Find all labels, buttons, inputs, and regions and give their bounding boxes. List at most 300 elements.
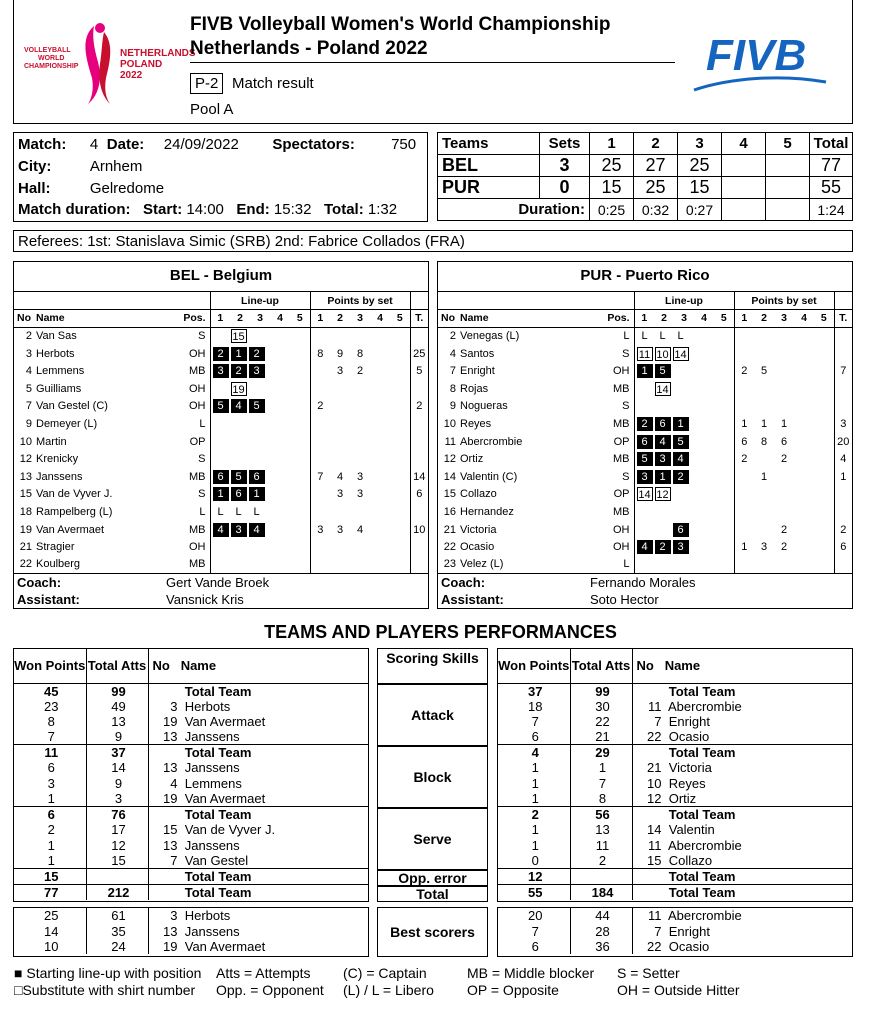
player-number: 16 [443, 505, 456, 518]
player-total [834, 327, 852, 345]
set-score [722, 155, 766, 177]
total-atts: 30 [570, 699, 632, 714]
player-position: OH [189, 382, 206, 395]
player-name: Victoria [460, 523, 497, 536]
perf-right-box [497, 648, 853, 902]
won-points: 1 [14, 791, 86, 807]
lineup-cell: L [659, 330, 666, 343]
player-number: 9 [449, 400, 456, 413]
player-number: 23 [443, 558, 456, 571]
set-points [794, 556, 814, 574]
set-points: 3 [336, 488, 344, 501]
lineup-cell: L [253, 505, 260, 518]
player-name: Rampelberg (L) [36, 505, 113, 518]
set-duration [722, 199, 766, 221]
lineup-cell [231, 540, 247, 554]
player-position: OH [613, 523, 630, 536]
team-roster-bel [13, 261, 429, 609]
player-name: Ocasio [460, 541, 495, 554]
player-name: Total Team [184, 884, 252, 900]
points-header: Points by set [310, 292, 410, 310]
total-atts: 13 [570, 822, 632, 837]
player-name: Collazo [460, 488, 497, 501]
perf-row [498, 683, 852, 699]
won-points: 0 [498, 853, 570, 869]
perf-row [14, 807, 368, 823]
perf-row [498, 714, 852, 729]
lineup-cell: 2 [673, 470, 689, 484]
set-points: 2 [310, 398, 330, 416]
perf-row [14, 683, 368, 699]
lineup-cell [249, 329, 265, 343]
set-header: 5 [390, 310, 410, 328]
lineup-cell [231, 557, 247, 571]
coach-name: Gert Vande Broek [166, 574, 428, 592]
total-atts: 11 [570, 837, 632, 852]
player-position: S [622, 347, 630, 360]
score-header: 1 [590, 133, 634, 155]
player-position: MB [613, 382, 630, 395]
score-row-bel [438, 155, 853, 177]
player-name: Total Team [668, 868, 736, 884]
lineup-cell: 6 [637, 435, 653, 449]
lineup-cell [249, 452, 265, 466]
player-name: Total Team [668, 683, 736, 699]
player-name: Van Sas [36, 330, 77, 343]
set-points [814, 433, 834, 451]
legend-starting [14, 965, 201, 981]
player-name: Reyes [460, 417, 492, 430]
points-header: Points by set [734, 292, 834, 310]
won-points: 55 [498, 884, 570, 900]
player-name: Van Avermaet [36, 523, 105, 536]
perf-row [14, 760, 368, 775]
skill-serve: Serve [377, 808, 488, 870]
lineup-cell [213, 417, 229, 431]
score-row-pur [438, 177, 853, 199]
set-duration [766, 199, 810, 221]
set-points: 8 [760, 435, 768, 448]
player-number: 11 [648, 837, 662, 853]
perf-row [498, 699, 852, 714]
set-points [774, 468, 794, 486]
player-position: S [622, 400, 630, 413]
player-position: MB [189, 523, 206, 536]
date-label: Date: [106, 135, 145, 153]
player-name: Janssens [184, 729, 240, 745]
player-number: 12 [19, 453, 32, 466]
set-points: 3 [760, 541, 768, 554]
perf-row [14, 714, 368, 729]
set-points [390, 503, 410, 521]
set-points [350, 503, 370, 521]
set-points [814, 398, 834, 416]
total-atts: 184 [570, 884, 632, 900]
set-points: 3 [336, 365, 344, 378]
set-points [330, 415, 350, 433]
player-row [14, 503, 428, 521]
player-row [14, 327, 428, 345]
player-name: Van Avermaet [184, 791, 266, 807]
set-score: 27 [634, 155, 678, 177]
set-points [350, 433, 370, 451]
performance-title: TEAMS AND PLAYERS PERFORMANCES [264, 622, 617, 642]
player-name: Total Team [668, 884, 736, 900]
lineup-header: Line-up [210, 292, 310, 310]
won-points: 1 [14, 853, 86, 869]
player-name: Abercrombie [668, 698, 742, 714]
lineup-cell: 1 [673, 417, 689, 431]
set-points: 2 [356, 365, 364, 378]
set-points [310, 362, 330, 380]
total-atts: 21 [570, 729, 632, 745]
set-points [390, 538, 410, 556]
player-number: 21 [19, 541, 32, 554]
lineup-header: Line-up [634, 292, 734, 310]
player-row [438, 538, 852, 556]
set-points [814, 468, 834, 486]
set-points: 2 [780, 453, 788, 466]
perf-row [498, 868, 852, 884]
team-code: PUR [438, 177, 540, 199]
player-name: Herbots [36, 347, 75, 360]
player-number: 13 [163, 729, 178, 745]
set-points [390, 398, 410, 416]
player-name: Janssens [36, 470, 83, 483]
player-position: MB [613, 505, 630, 518]
set-points [814, 415, 834, 433]
player-position: OH [613, 365, 630, 378]
legend-substitute [14, 982, 195, 998]
perf-row [498, 776, 852, 791]
hall-label: Hall: [18, 179, 51, 197]
player-name: Santos [460, 347, 495, 360]
team-code: BEL [438, 155, 540, 177]
set-points [370, 415, 390, 433]
perf-row [498, 760, 852, 775]
player-name: Hernandez [460, 505, 514, 518]
legend-text: OH = Outside Hitter [617, 982, 740, 998]
player-number: 10 [443, 417, 456, 430]
lineup-cell [637, 382, 653, 396]
set-points [814, 503, 834, 521]
player-name: Lemmens [184, 775, 242, 791]
set-points: 8 [310, 345, 330, 363]
lineup-cell [213, 329, 229, 343]
player-total: 25 [410, 345, 428, 363]
player-number: 22 [647, 729, 662, 745]
svg-text:2022: 2022 [120, 70, 143, 81]
player-name: Enright [668, 923, 710, 939]
set-points [774, 556, 794, 574]
player-name: Demeyer (L) [36, 417, 98, 430]
won-points: 1 [14, 837, 86, 852]
won-points: 3 [14, 776, 86, 791]
set-points [370, 556, 390, 574]
set-points [330, 398, 350, 416]
player-name: Enright [668, 714, 710, 730]
lineup-cell [673, 399, 689, 413]
set-points [794, 433, 814, 451]
player-number: 15 [647, 852, 662, 868]
lineup-cell: 3 [637, 470, 653, 484]
total-atts: 1 [570, 760, 632, 775]
set-points [794, 327, 814, 345]
player-name: Martin [36, 435, 67, 448]
set-header: 4 [694, 310, 714, 328]
set-points: 6 [734, 433, 754, 451]
set-points [814, 345, 834, 363]
total-atts: 76 [86, 807, 148, 823]
assistant-name: Vansnick Kris [166, 592, 244, 608]
set-points [754, 521, 774, 539]
total-atts: 35 [86, 923, 148, 938]
perf-row [14, 822, 368, 837]
total-points: 77 [810, 155, 853, 177]
best-left-table [14, 908, 368, 954]
set-points [330, 433, 350, 451]
set-points [734, 486, 754, 504]
best-scorer-row [14, 923, 368, 938]
set-points [390, 521, 410, 539]
assistant-name: Soto Hector [590, 592, 659, 608]
player-name: Van de Vyver J. [36, 488, 113, 501]
set-points [754, 503, 774, 521]
player-name: Enright [460, 365, 495, 378]
set-header: 4 [270, 310, 290, 328]
set-header: 5 [814, 310, 834, 328]
player-number: 19 [163, 938, 178, 954]
perf-right-table [498, 649, 852, 900]
set-points [794, 521, 814, 539]
team-title: PUR - Puerto Rico [438, 262, 852, 292]
svg-text:CHAMPIONSHIP: CHAMPIONSHIP [24, 63, 79, 70]
won-points: 14 [14, 923, 86, 938]
lineup-cell [231, 452, 247, 466]
set-points [350, 398, 370, 416]
lineup-cell: 14 [674, 348, 687, 361]
won-points: 1 [498, 837, 570, 852]
player-name: Abercrombie [668, 837, 742, 853]
no-header: No [14, 310, 36, 328]
perf-row [498, 807, 852, 823]
total-atts: 15 [86, 853, 148, 869]
player-number: 22 [647, 938, 662, 954]
set-points [390, 468, 410, 486]
set-points [350, 415, 370, 433]
set-duration: 0:25 [590, 199, 634, 221]
svg-text:NETHERLANDS: NETHERLANDS [120, 48, 196, 59]
player-row [438, 486, 852, 504]
total-atts: 99 [570, 683, 632, 699]
lineup-cell: 1 [213, 487, 229, 501]
sets-won: 0 [540, 177, 590, 199]
total-atts: 3 [86, 791, 148, 807]
lineup-cell: 2 [637, 417, 653, 431]
set-points: 2 [780, 523, 788, 536]
set-points [794, 345, 814, 363]
set-score: 15 [590, 177, 634, 199]
player-number: 12 [647, 791, 662, 807]
lineup-cell: 3 [673, 540, 689, 554]
total-atts: 17 [86, 822, 148, 837]
lineup-cell [213, 557, 229, 571]
player-name: Herbots [184, 908, 231, 924]
set-points [310, 503, 330, 521]
set-points [370, 362, 390, 380]
lineup-cell: L [677, 330, 684, 343]
score-header: Teams [438, 133, 540, 155]
player-row [438, 521, 852, 539]
lineup-cell: 4 [655, 435, 671, 449]
score-table [437, 132, 853, 221]
perf-row [14, 853, 368, 869]
total-atts: 37 [86, 745, 148, 761]
set-points [370, 521, 390, 539]
assistant-label: Assistant: [441, 592, 504, 608]
won-points: 6 [498, 939, 570, 954]
player-name: Total Team [184, 745, 252, 761]
player-number: 7 [25, 400, 32, 413]
set-points: 2 [780, 541, 788, 554]
best-scorer-row [498, 908, 852, 923]
player-number: 22 [19, 558, 32, 571]
player-position: OP [613, 435, 630, 448]
lineup-cell [637, 523, 653, 537]
set-points [754, 327, 774, 345]
player-name: Ocasio [668, 729, 710, 745]
match-number: 4 [89, 135, 99, 153]
player-number: 2 [25, 330, 32, 343]
score-header: 3 [678, 133, 722, 155]
player-row [438, 433, 852, 451]
player-number: 4 [170, 775, 178, 791]
player-name: Velez (L) [460, 558, 504, 571]
player-number: 4 [449, 347, 456, 360]
set-points [754, 380, 774, 398]
score-header-row [438, 133, 853, 155]
set-points [330, 538, 350, 556]
lineup-cell [249, 540, 265, 554]
set-points [754, 556, 774, 574]
player-number: 22 [443, 541, 456, 554]
set-header: 4 [370, 310, 390, 328]
total-atts [570, 868, 632, 884]
lineup-cell: L [217, 505, 224, 518]
set-header: 1 [310, 310, 330, 328]
player-total [834, 380, 852, 398]
player-row [14, 398, 428, 416]
player-number: 14 [647, 822, 662, 838]
set-points [734, 398, 754, 416]
score-header: 5 [766, 133, 810, 155]
total-atts: 14 [86, 760, 148, 775]
set-points [390, 556, 410, 574]
set-header: 1 [634, 310, 654, 328]
perf-row [498, 822, 852, 837]
player-number: 3 [25, 347, 32, 360]
city-value: Arnhem [89, 157, 143, 175]
player-position: OH [189, 541, 206, 554]
player-name: Total Team [668, 807, 736, 823]
player-row [14, 556, 428, 574]
player-total: 6 [410, 486, 428, 504]
player-number: 4 [25, 365, 32, 378]
player-row [14, 415, 428, 433]
player-row [14, 345, 428, 363]
player-total: 14 [410, 468, 428, 486]
player-number: 13 [163, 760, 178, 776]
won-points: 18 [498, 699, 570, 714]
legend-text: Starting line-up with position [26, 965, 202, 981]
perf-header-row [14, 649, 368, 683]
total-atts: 9 [86, 776, 148, 791]
set-points [390, 380, 410, 398]
page-subtitle: Netherlands - Poland 2022 [190, 38, 428, 59]
player-row [438, 415, 852, 433]
set-points [814, 380, 834, 398]
lineup-cell: 1 [249, 487, 265, 501]
lineup-cell: 4 [249, 523, 265, 537]
set-points [330, 556, 350, 574]
total-atts: 56 [570, 807, 632, 823]
player-name: Van Avermaet [184, 938, 266, 954]
svg-text:VOLLEYBALL: VOLLEYBALL [24, 47, 71, 54]
set-points [310, 433, 330, 451]
svg-text:POLAND: POLAND [120, 59, 163, 70]
set-points [310, 327, 330, 345]
set-points [734, 380, 754, 398]
player-total [834, 503, 852, 521]
player-name: Valentin (C) [460, 470, 518, 483]
best-scorer-row [14, 939, 368, 954]
won-points: 45 [14, 683, 86, 699]
player-total [410, 538, 428, 556]
best-left-box [13, 907, 369, 957]
total-atts-header: Total Atts [86, 649, 148, 683]
pos-header: Pos. [590, 310, 634, 328]
set-header: 1 [734, 310, 754, 328]
match-info-box [13, 132, 428, 222]
set-points [814, 486, 834, 504]
set-points [370, 380, 390, 398]
total-atts: 44 [570, 908, 632, 923]
player-position: S [622, 470, 630, 483]
match-result-label: Match result [232, 75, 314, 92]
won-points: 7 [498, 923, 570, 938]
lineup-cell [655, 505, 671, 519]
perf-row [14, 745, 368, 761]
set-header: 2 [754, 310, 774, 328]
lineup-cell [637, 505, 653, 519]
sets-won: 3 [540, 155, 590, 177]
lineup-cell: 1 [655, 470, 671, 484]
total-label: Total: [323, 201, 364, 218]
lineup-cell [673, 364, 689, 378]
lineup-cell: 5 [673, 435, 689, 449]
player-position: MB [613, 417, 630, 430]
roster-table [14, 292, 428, 609]
lineup-cell [637, 399, 653, 413]
set-points [814, 556, 834, 574]
total-atts: 13 [86, 714, 148, 729]
set-points: 3 [336, 523, 344, 536]
title-divider [190, 62, 675, 63]
player-total: 6 [834, 538, 852, 556]
player-number: 19 [19, 523, 32, 536]
lineup-cell: 5 [637, 452, 653, 466]
won-points: 12 [498, 868, 570, 884]
